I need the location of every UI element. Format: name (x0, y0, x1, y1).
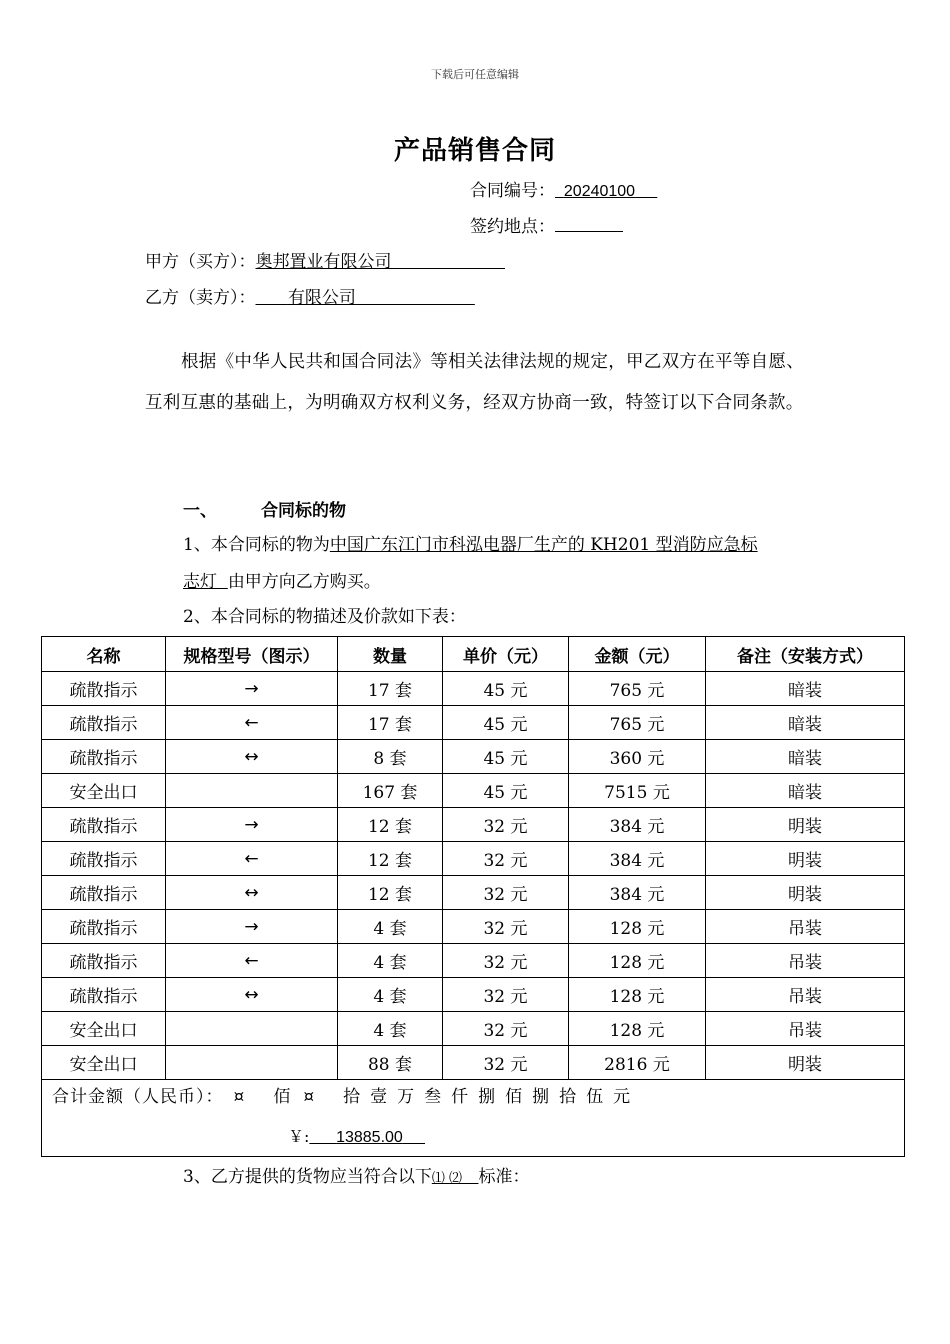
cell-quantity: 4 套 (338, 910, 443, 944)
sign-place-line (470, 212, 623, 237)
cell-remark: 暗装 (706, 706, 905, 740)
cell-spec (166, 774, 338, 808)
total-amount-figure (288, 1124, 904, 1147)
cell-amount: 384 元 (569, 808, 706, 842)
cell-quantity: 17 套 (338, 706, 443, 740)
header-note: 下载后可任意编辑 (431, 68, 519, 81)
table-header-row (42, 637, 905, 672)
cell-remark: 暗装 (706, 740, 905, 774)
total-amount-char: 拾 (559, 1087, 578, 1107)
cell-name: 疏散指示 (42, 944, 166, 978)
document-title: 产品销售合同 (393, 136, 556, 166)
clause-3-prefix: 3、乙方提供的货物应当符合以下 (183, 1167, 432, 1187)
section-1-number: 一、 (183, 501, 217, 521)
cell-amount: 384 元 (569, 842, 706, 876)
cell-spec: ↔ (166, 876, 338, 910)
clause-2: 2、本合同标的物描述及价款如下表： (183, 607, 466, 627)
cell-amount: 128 元 (569, 910, 706, 944)
cell-quantity: 12 套 (338, 808, 443, 842)
contract-number-line (470, 176, 657, 201)
table-row (42, 808, 905, 842)
cell-name: 安全出口 (42, 1046, 166, 1080)
table-row (42, 910, 905, 944)
cell-remark: 吊装 (706, 910, 905, 944)
cell-remark: 明装 (706, 1046, 905, 1080)
section-1-heading (183, 496, 346, 521)
cell-unit-price: 45 元 (443, 774, 569, 808)
total-amount-char: ¤ (233, 1087, 246, 1107)
cell-name: 疏散指示 (42, 876, 166, 910)
cell-unit-price: 45 元 (443, 672, 569, 706)
cell-name: 安全出口 (42, 774, 166, 808)
header-name: 名称 (42, 637, 166, 672)
cell-spec: ↔ (166, 978, 338, 1012)
party-b-label: 乙方（卖方）： (145, 288, 256, 308)
cell-name: 疏散指示 (42, 672, 166, 706)
cell-amount: 128 元 (569, 978, 706, 1012)
contract-number-label: 合同编号： (470, 181, 555, 201)
cell-name: 疏散指示 (42, 842, 166, 876)
party-b-value: 有限公司 (287, 288, 356, 308)
total-amount-char: ¤ (303, 1087, 316, 1107)
cell-remark: 吊装 (706, 944, 905, 978)
total-cell (42, 1080, 905, 1157)
total-value: 13885.00 (336, 1129, 403, 1146)
cell-spec: → (166, 910, 338, 944)
total-amount-char: 捌 (478, 1087, 497, 1107)
cell-remark: 暗装 (706, 774, 905, 808)
total-amount-char: 捌 (532, 1087, 551, 1107)
cell-spec: ↔ (166, 740, 338, 774)
cell-name: 疏散指示 (42, 740, 166, 774)
table-row (42, 1012, 905, 1046)
clause-3-suffix: 标准： (478, 1167, 530, 1187)
total-amount-char: 伍 (586, 1087, 605, 1107)
cell-spec: ← (166, 706, 338, 740)
clause-3-standards: ⑴ ⑵ (431, 1171, 462, 1186)
cell-amount: 384 元 (569, 876, 706, 910)
cell-spec: → (166, 808, 338, 842)
cell-amount: 765 元 (569, 672, 706, 706)
table-row (42, 774, 905, 808)
total-amount-char: 佰 (505, 1087, 524, 1107)
cell-quantity: 4 套 (338, 1012, 443, 1046)
party-a-line (145, 247, 505, 272)
total-amount-char: 佰 (273, 1087, 292, 1107)
cell-amount: 2816 元 (569, 1046, 706, 1080)
cell-spec (166, 1012, 338, 1046)
section-1-title: 合同标的物 (261, 501, 346, 521)
cell-quantity: 17 套 (338, 672, 443, 706)
total-amount-char: 元 (613, 1087, 632, 1107)
cell-unit-price: 32 元 (443, 808, 569, 842)
cell-quantity: 4 套 (338, 944, 443, 978)
total-symbol: ￥: (288, 1127, 310, 1146)
products-table (41, 636, 905, 1157)
cell-quantity: 4 套 (338, 978, 443, 1012)
table-row (42, 944, 905, 978)
cell-unit-price: 32 元 (443, 842, 569, 876)
cell-quantity: 88 套 (338, 1046, 443, 1080)
cell-name: 安全出口 (42, 1012, 166, 1046)
cell-remark: 吊装 (706, 978, 905, 1012)
table-row (42, 740, 905, 774)
clause-1-line2: 志灯 由甲方向乙方购买。 (183, 572, 381, 592)
cell-remark: 明装 (706, 876, 905, 910)
header-quantity: 数量 (338, 637, 443, 672)
header-spec: 规格型号（图示） (166, 637, 338, 672)
cell-name: 疏散指示 (42, 910, 166, 944)
total-amount-char: 拾 (343, 1087, 362, 1107)
cell-unit-price: 32 元 (443, 978, 569, 1012)
cell-unit-price: 32 元 (443, 910, 569, 944)
total-amount-words (52, 1082, 904, 1107)
cell-remark: 明装 (706, 808, 905, 842)
cell-quantity: 8 套 (338, 740, 443, 774)
header-unit-price: 单价（元） (443, 637, 569, 672)
header-amount: 金额（元） (569, 637, 706, 672)
table-row (42, 706, 905, 740)
cell-unit-price: 32 元 (443, 1012, 569, 1046)
table-row (42, 978, 905, 1012)
sign-place-label: 签约地点： (470, 217, 555, 237)
clause-1-suffix: 由甲方向乙方购买。 (227, 572, 381, 592)
cell-spec: → (166, 672, 338, 706)
cell-remark: 暗装 (706, 672, 905, 706)
cell-remark: 吊装 (706, 1012, 905, 1046)
cell-amount: 765 元 (569, 706, 706, 740)
intro-paragraph (145, 342, 815, 424)
cell-name: 疏散指示 (42, 978, 166, 1012)
clause-1-line1: 1、本合同标的物为中国广东江门市科泓电器厂生产的 KH201 型消防应急标 (183, 535, 758, 555)
total-amount-char: 万 (397, 1087, 416, 1107)
cell-quantity: 12 套 (338, 842, 443, 876)
cell-remark: 明装 (706, 842, 905, 876)
contract-number-value: 20240100 (563, 183, 636, 200)
party-b-line (145, 283, 475, 308)
cell-spec: ← (166, 842, 338, 876)
cell-unit-price: 45 元 (443, 740, 569, 774)
cell-unit-price: 32 元 (443, 876, 569, 910)
cell-amount: 128 元 (569, 944, 706, 978)
cell-spec: ← (166, 944, 338, 978)
total-amount-char: 仟 (451, 1087, 470, 1107)
clause-3 (183, 1162, 530, 1187)
party-a-label: 甲方（买方）： (145, 252, 256, 272)
table-row (42, 876, 905, 910)
cell-unit-price: 32 元 (443, 1046, 569, 1080)
cell-quantity: 167 套 (338, 774, 443, 808)
cell-amount: 360 元 (569, 740, 706, 774)
party-a-value: 奥邦置业有限公司 (255, 252, 392, 272)
total-label: 合计金额（人民币）： (52, 1087, 224, 1107)
sign-place-blank (555, 215, 623, 232)
header-remark: 备注（安装方式） (706, 637, 905, 672)
intro-text: 根据《中华人民共和国合同法》等相关法律法规的规定，甲乙双方在平等自愿、互利互惠的基础上，为明确双方权利义务，经双方协商一致，特签订以下合同条款。 (145, 352, 804, 413)
cell-amount: 128 元 (569, 1012, 706, 1046)
cell-unit-price: 32 元 (443, 944, 569, 978)
cell-spec (166, 1046, 338, 1080)
total-row (42, 1080, 905, 1157)
table-row (42, 1046, 905, 1080)
cell-name: 疏散指示 (42, 706, 166, 740)
cell-quantity: 12 套 (338, 876, 443, 910)
total-amount-char: 壹 (370, 1087, 389, 1107)
total-amount-char: 叁 (424, 1087, 443, 1107)
cell-unit-price: 45 元 (443, 706, 569, 740)
cell-amount: 7515 元 (569, 774, 706, 808)
cell-name: 疏散指示 (42, 808, 166, 842)
table-row (42, 842, 905, 876)
clause-1-prefix: 1、本合同标的物为 (183, 535, 330, 555)
table-row (42, 672, 905, 706)
